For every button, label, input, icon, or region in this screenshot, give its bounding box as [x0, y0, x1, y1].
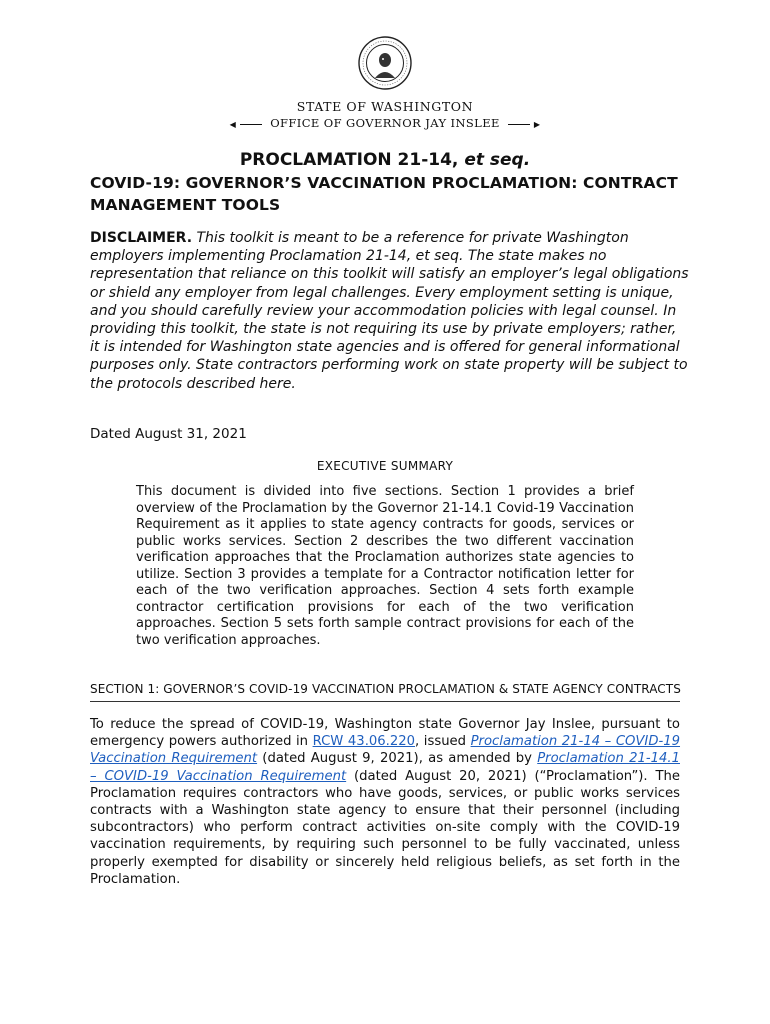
section-1-paragraph: [90, 716, 680, 888]
executive-summary-heading: EXECUTIVE SUMMARY: [316, 459, 454, 473]
disclaimer-label: DISCLAIMER.: [90, 230, 193, 246]
executive-summary-body: This document is divided into five sections. Section 1 provides a brief overview of the Proclamation by the Governor 21-14.1 Covid-19 Vaccination Requirement as it applies to state agency contracts for goods, services or public works services. Section 2 describes the two different vaccination verification approaches that the Proclamation authorizes state agencies to utilize. Section 3 provides a template for a Contractor notification letter for each of the two verification approaches. Section 4 sets forth example contractor certification provisions for each of the two verification approaches. Section 5 sets forth sample contract provisions for each of the two verification approaches.: [136, 484, 634, 648]
proclamation-title-italic: et seq.: [464, 150, 531, 170]
rcw-link[interactable]: RCW 43.06.220: [312, 734, 416, 750]
proclamation-21-14-link[interactable]: Proclamation 21-14 – COVID-19 Vaccination Requirement: [90, 734, 681, 767]
rule-left-icon: ◀: [229, 119, 237, 129]
section-1-text-2: , issued: [415, 734, 471, 750]
rule-left: [240, 124, 262, 125]
section-1-text-3: (dated August 9, 2021), as amended by: [257, 751, 538, 767]
proclamation-title-main: PROCLAMATION 21-14,: [239, 150, 459, 170]
proclamation-21-14-1-link[interactable]: Proclamation 21-14.1 – COVID-19 Vaccination Requirement: [90, 751, 680, 784]
document-subtitle: COVID-19: GOVERNOR’S VACCINATION PROCLAMATION: CONTRACT MANAGEMENT TOOLS: [90, 174, 678, 214]
letterhead-office: [0, 116, 770, 130]
letterhead-office-text: OFFICE OF GOVERNOR JAY INSLEE: [270, 116, 500, 130]
rule-right: [508, 124, 530, 125]
dated-line: Dated August 31, 2021: [90, 426, 247, 442]
section-1-heading: SECTION 1: GOVERNOR’S COVID-19 VACCINATION PROCLAMATION & STATE AGENCY CONTRACTS: [90, 682, 680, 702]
rule-right-icon: ▶: [533, 119, 541, 129]
section-1-text-1: To reduce the spread of COVID-19, Washington state Governor Jay Inslee, pursuant to emergency powers authorized in: [90, 717, 680, 750]
washington-state-seal-icon: [358, 36, 412, 90]
proclamation-title: [0, 150, 770, 170]
disclaimer-text: This toolkit is meant to be a reference for private Washington employers implementing Proclamation 21-14, et seq. The state makes no representation that reliance on this toolkit will satisfy an employer’s legal obligations or shield any employer from legal challenges. Every employment setting is unique, and you should carefully review your accommodation policies with legal counsel. In providing this toolkit, the state is not requiring its use by private employers; rather, it is intended for Washington state agencies and is offered for general informational purposes only. State contractors performing work on state property will be subject to the protocols described here.: [90, 230, 689, 392]
section-1-text-4: (dated August 20, 2021) (“Proclamation”). The Proclamation requires contractors who have goods, services, or public works services contracts with a Washington state agency to ensure that their personnel (including subcontractors) who perform contract activities on-site comply with the COVID-19 vaccination requirements, by requiring such personnel to be fully vaccinated, unless properly exempted for disability or sincerely held religious beliefs, as set forth in the Proclamation.: [90, 768, 680, 887]
letterhead-state: STATE OF WASHINGTON: [296, 99, 474, 114]
disclaimer-paragraph: [90, 229, 690, 393]
